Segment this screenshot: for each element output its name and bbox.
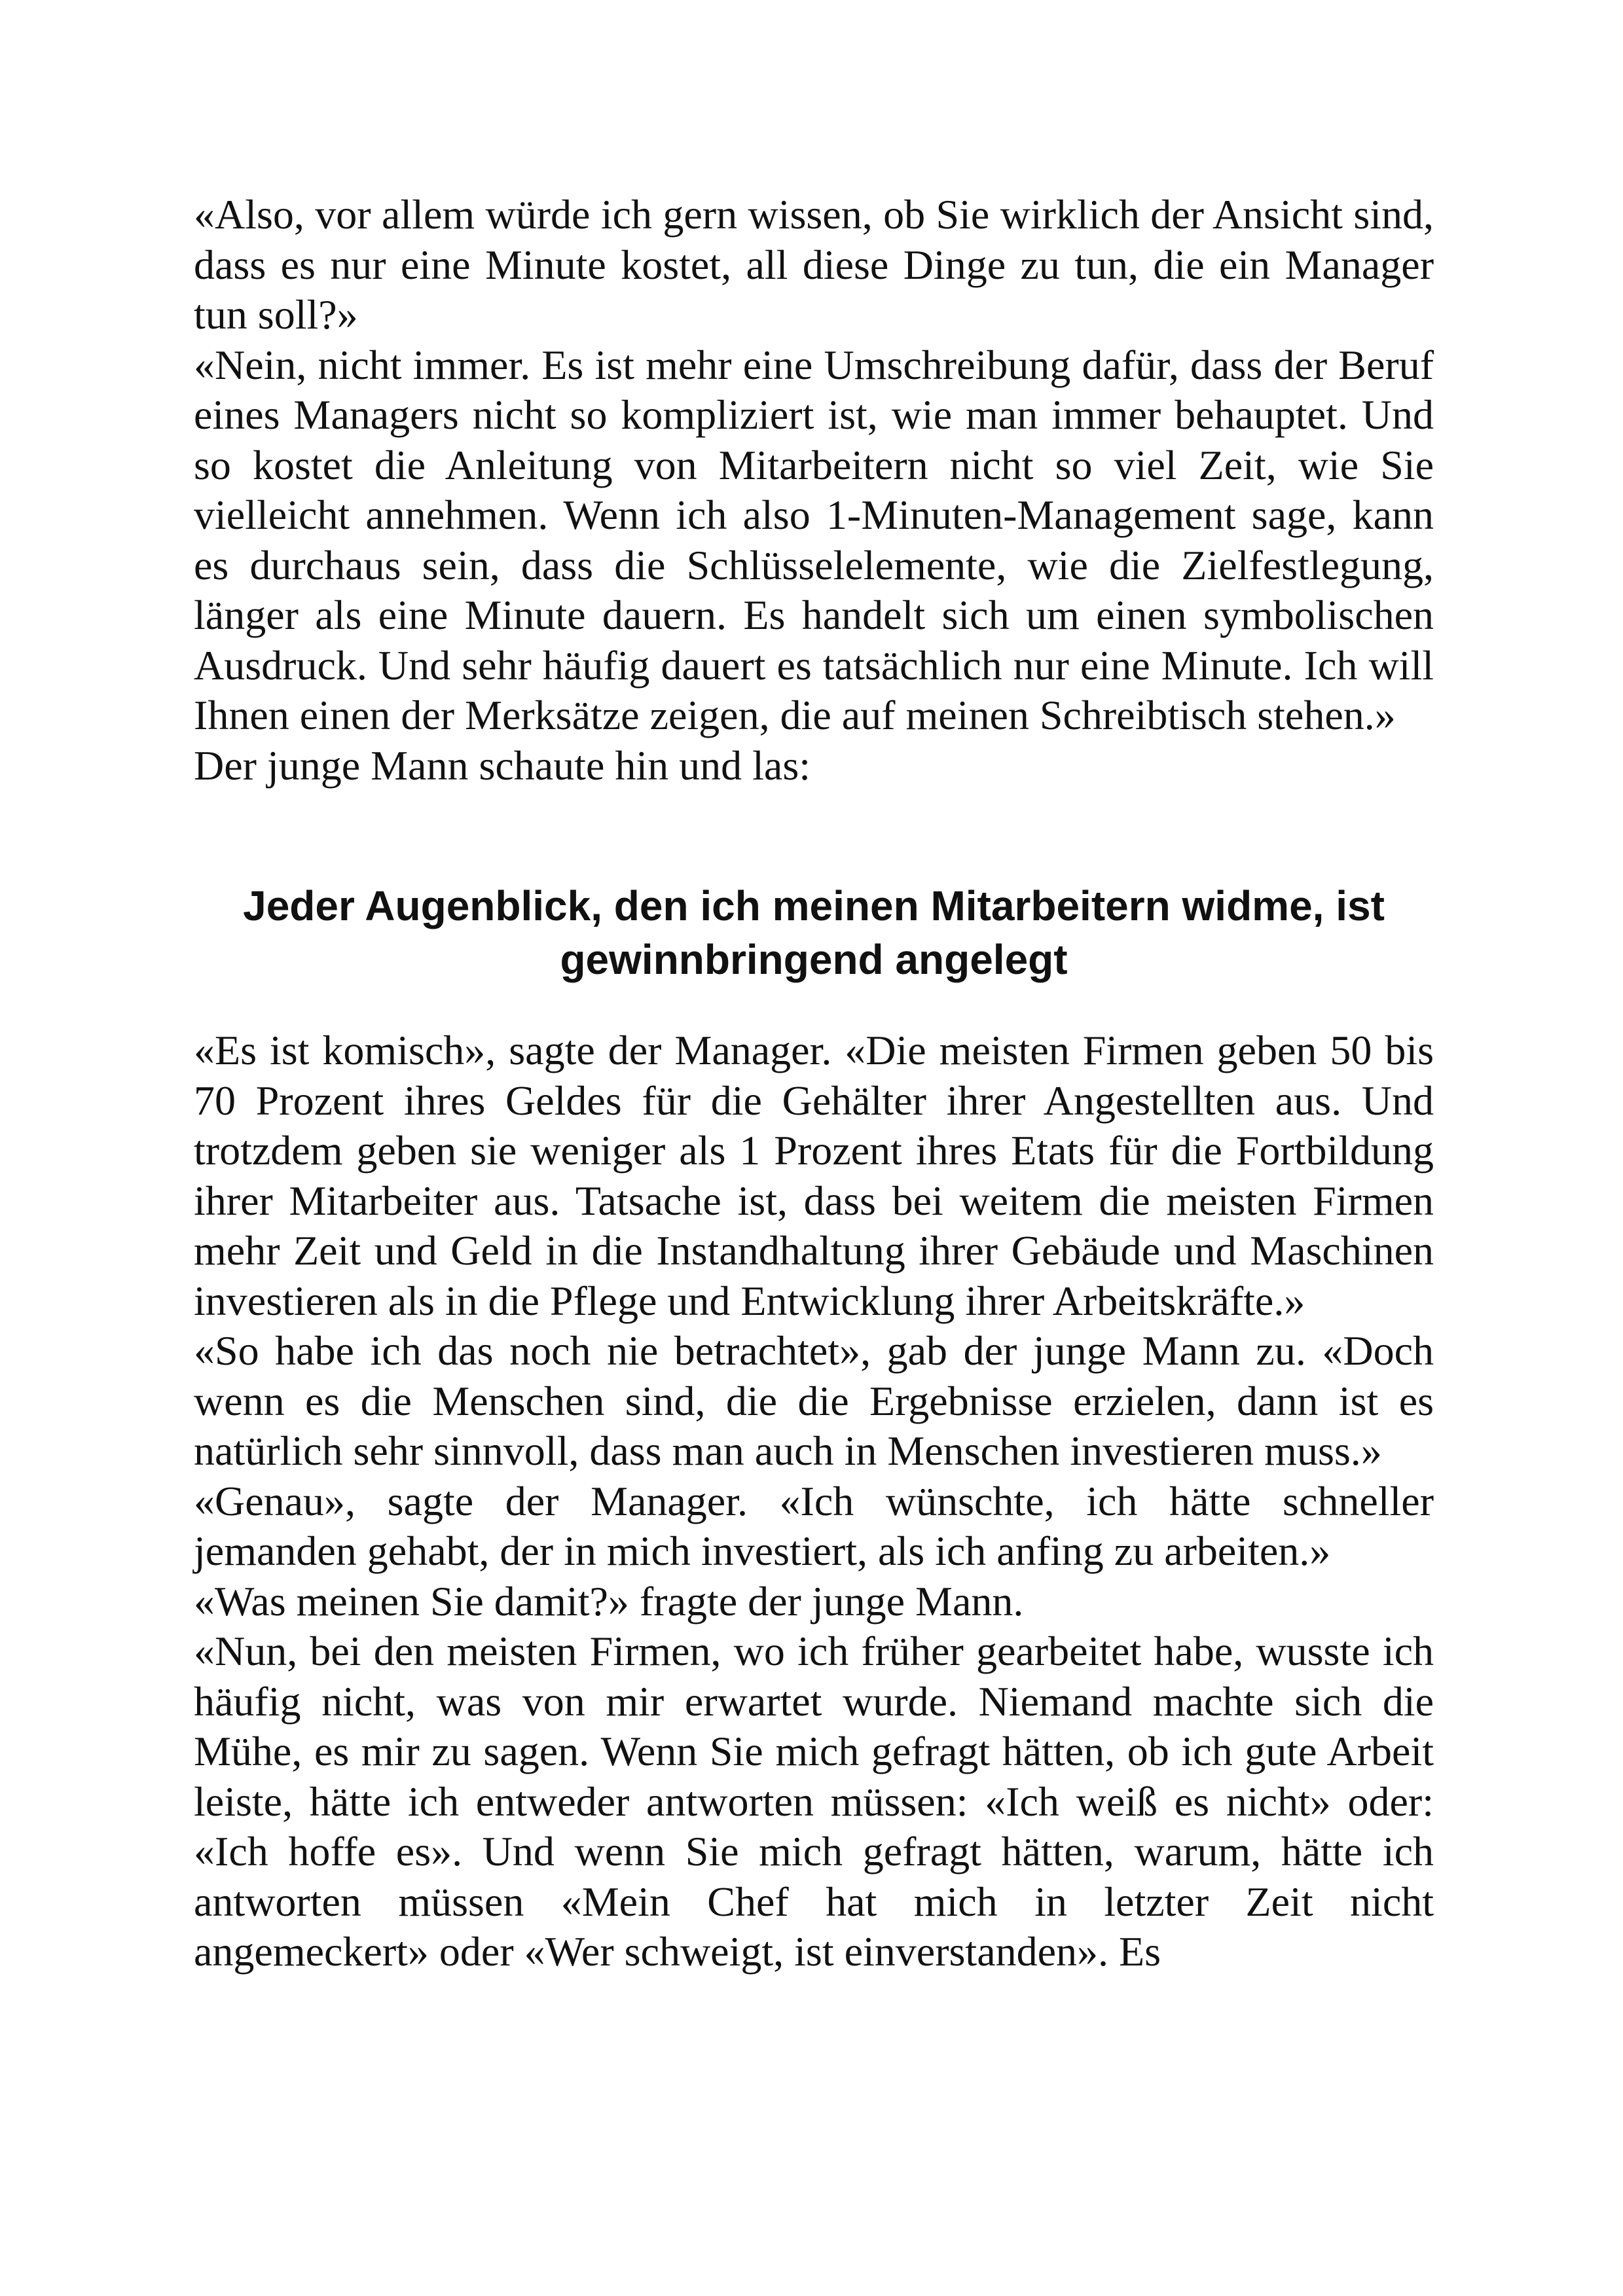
paragraph: «Also, vor allem würde ich gern wissen, ob Sie wirklich der Ansicht sind, dass es nur eine Minute kostet, all diese Dinge zu tun, die ein Manager tun soll?» (194, 191, 1434, 338)
motto-heading-line-2: gewinnbringend angelegt (560, 936, 1068, 983)
top-text-block (194, 190, 1434, 791)
paragraph: «Was meinen Sie damit?» fragte der junge Mann. (194, 1577, 1024, 1624)
paragraph: «So habe ich das noch nie betrachtet», gab der junge Mann zu. «Doch wenn es die Menschen sind, die die Ergebnisse erzielen, dann ist es natürlich sehr sinnvoll, dass man auch in Menschen investieren muss.» (194, 1327, 1434, 1474)
paragraph: «Nun, bei den meisten Firmen, wo ich früher gearbeitet habe, wusste ich häufig nicht, was von mir erwartet wurde. Niemand machte sich die Mühe, es mir zu sagen. Wenn Sie mich gefragt hätten, ob ich gute Arbeit leiste, hätte ich entweder antworten müssen: «Ich weiß es nicht» oder: «Ich hoffe es». Und wenn Sie mich gefragt hätten, warum, hätte ich antworten müssen «Mein Chef hat mich in letzter Zeit nicht angemeckert» oder «Wer schweigt, ist einverstanden». Es (194, 1628, 1434, 1975)
bottom-text-block (194, 1026, 1434, 1977)
motto-heading (194, 879, 1434, 986)
paragraph: «Genau», sagte der Manager. «Ich wünschte, ich hätte schneller jemanden gehabt, der in mich investiert, als ich anfing zu arbeiten.» (194, 1477, 1434, 1574)
paragraph: «Es ist komisch», sagte der Manager. «Die meisten Firmen geben 50 bis 70 Prozent ihres Geldes für die Gehälter ihrer Angestellten aus. Und trotzdem geben sie weniger als 1 Prozent ihres Etats für die Fortbildung ihrer Mitarbeiter aus. Tatsache ist, dass bei weitem die meisten Firmen mehr Zeit und Geld in die Instandhaltung ihrer Gebäude und Maschinen investieren als in die Pflege und Entwicklung ihrer Arbeitskräfte.» (194, 1027, 1434, 1324)
paragraph: Der junge Mann schaute hin und las: (194, 742, 811, 789)
motto-heading-line-1: Jeder Augenblick, den ich meinen Mitarbeitern widme, ist (243, 882, 1385, 929)
paragraph: «Nein, nicht immer. Es ist mehr eine Umschreibung dafür, dass der Beruf eines Managers nicht so kompliziert ist, wie man immer behauptet. Und so kostet die Anleitung von Mitarbeitern nicht so viel Zeit, wie Sie vielleicht annehmen. Wenn ich also 1-Minuten-Management sage, kann es durchaus sein, dass die Schlüsselelemente, wie die Zielfestlegung, länger als eine Minute dauern. Es handelt sich um einen symbolischen Ausdruck. Und sehr häufig dauert es tatsächlich nur eine Minute. Ich will Ihnen einen der Merksätze zeigen, die auf meinen Schreibtisch stehen.» (194, 341, 1434, 738)
